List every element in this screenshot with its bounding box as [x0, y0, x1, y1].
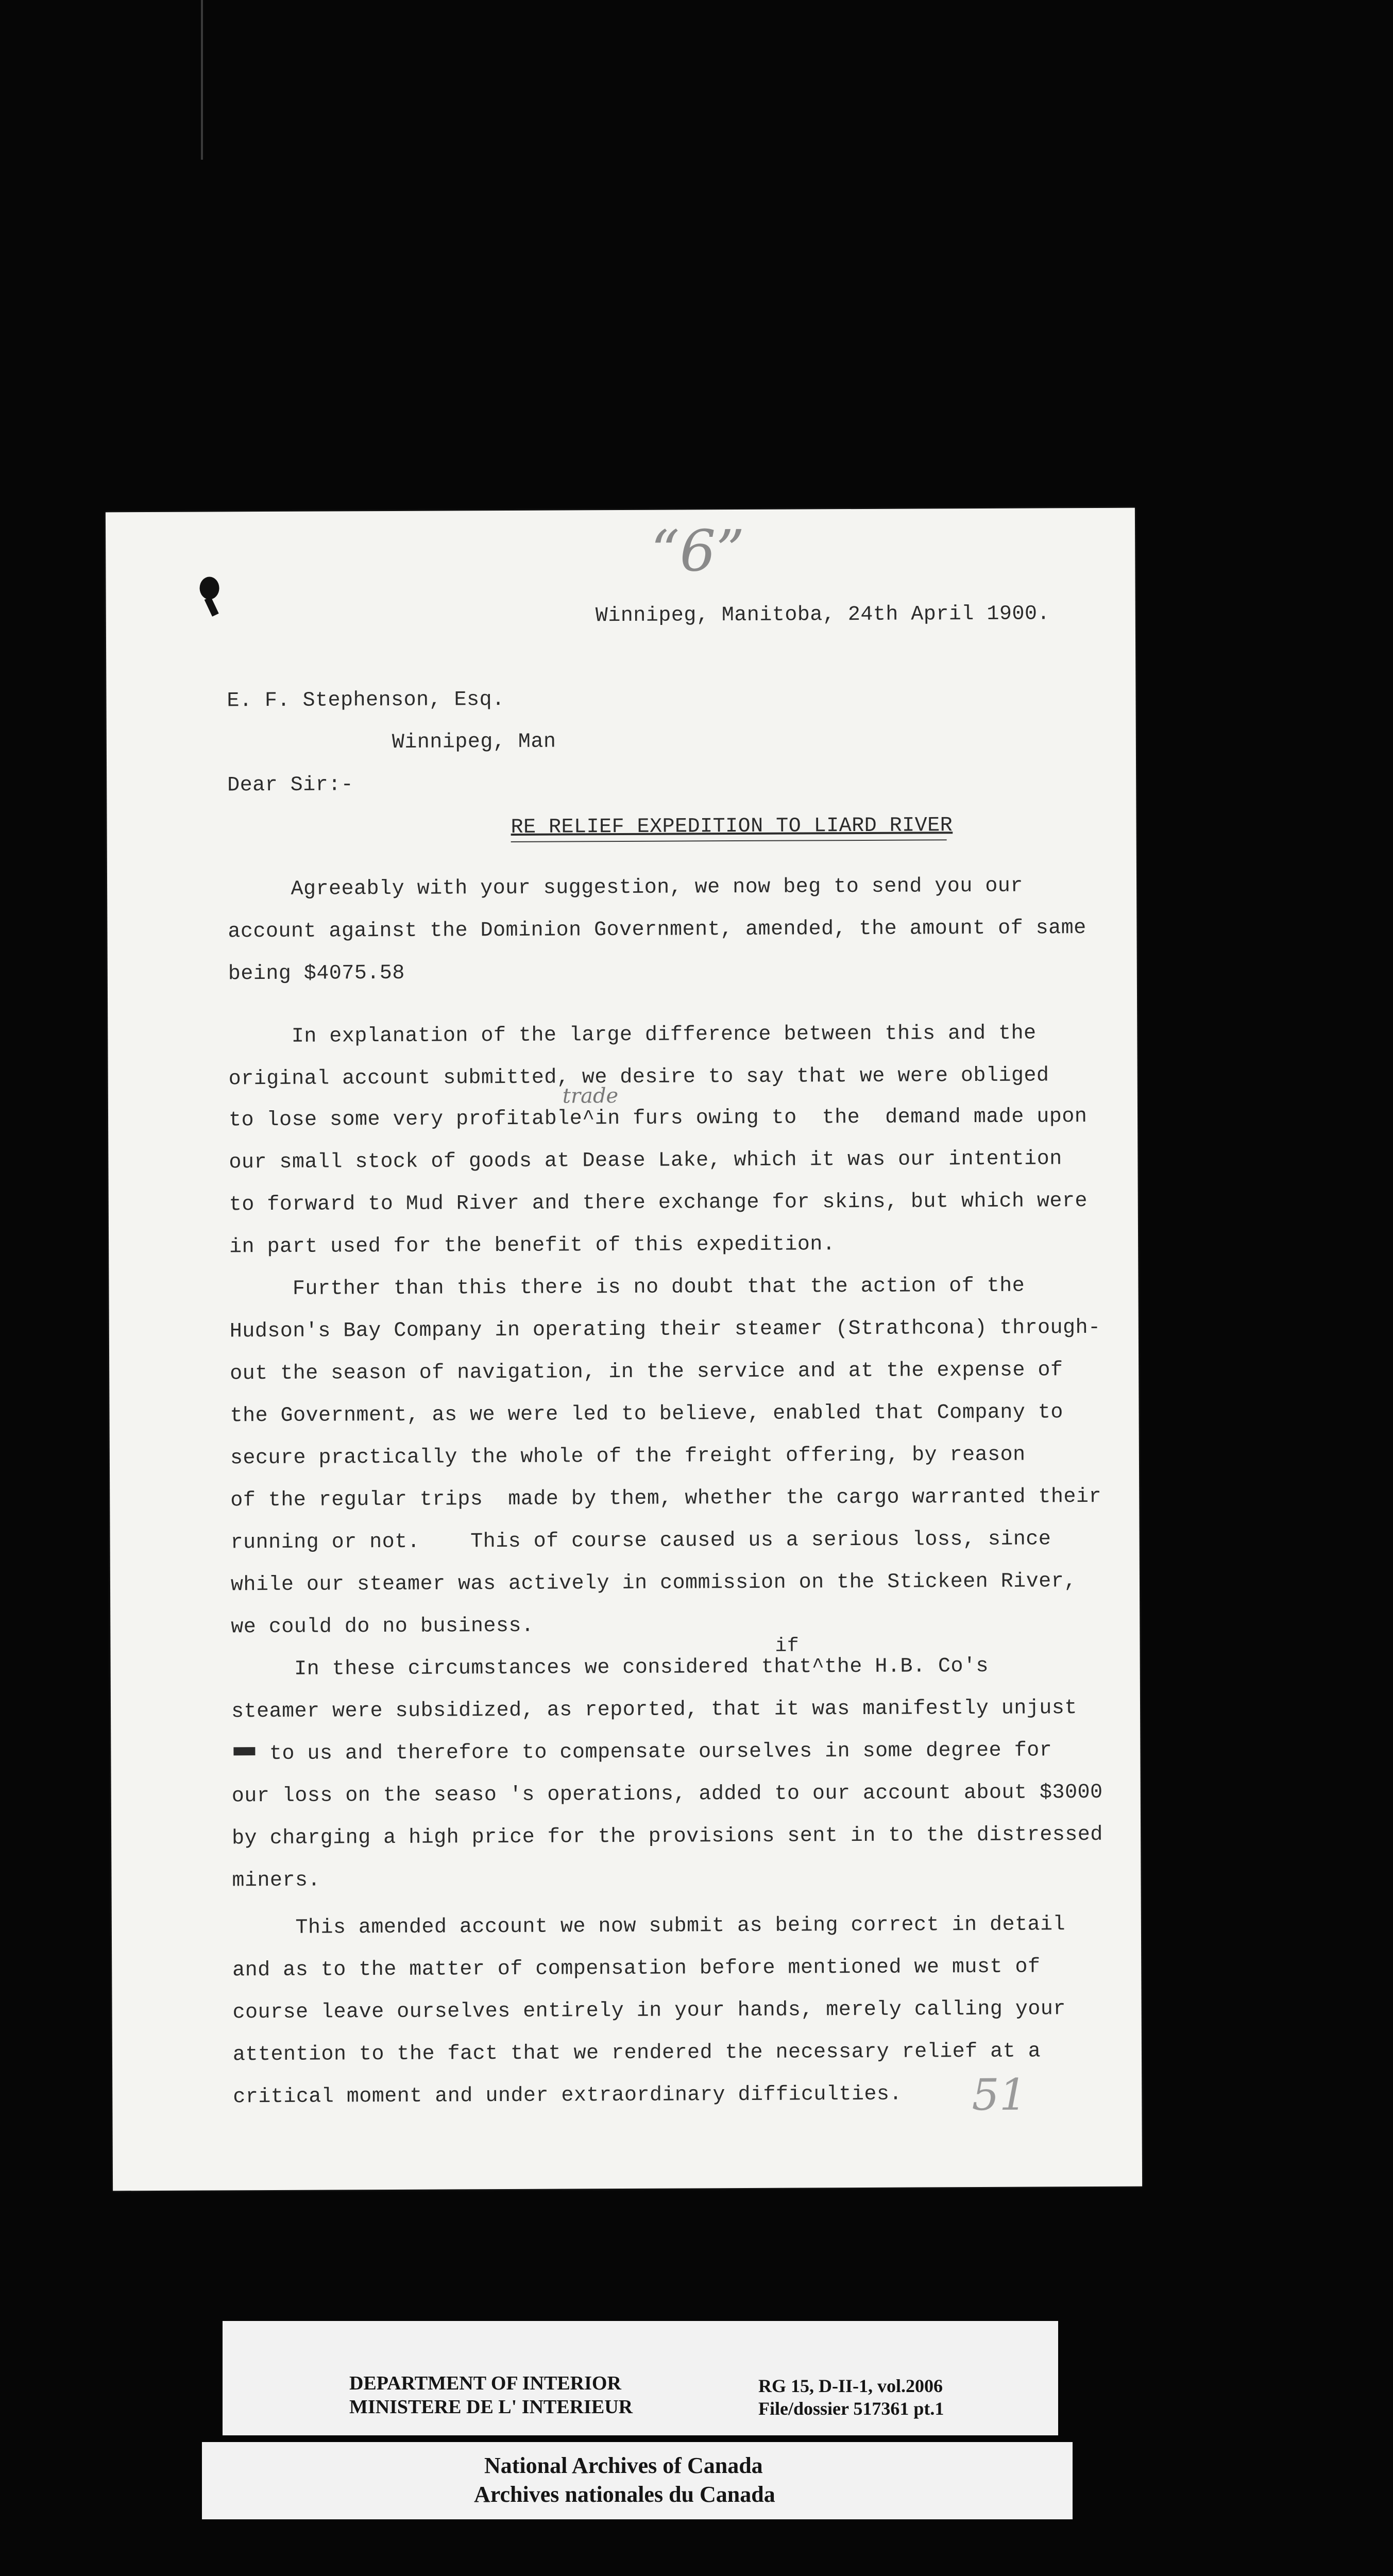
body-line: by charging a high price for the provisions sent in to the distressed	[232, 1823, 1103, 1851]
body-line: while our steamer was actively in commission on the Stickeen River,	[230, 1570, 1077, 1597]
body-line: out the season of navigation, in the service and at the expense of	[230, 1359, 1063, 1386]
body-line: our small stock of goods at Dease Lake, which it was our intention	[229, 1147, 1062, 1175]
body-line: account against the Dominion Government, amended, the amount of same	[228, 917, 1086, 944]
body-line: This amended account we now submit as being correct in detail	[232, 1913, 1066, 1940]
archive-reference: RG 15, D-II-1, vol.2006	[758, 2376, 943, 2396]
archives-french: Archives nationales du Canada	[474, 2482, 775, 2507]
body-line: Agreeably with your suggestion, we now beg to send you our	[228, 874, 1023, 902]
archive-reference-label	[223, 2321, 1058, 2435]
body-line: we could do no business.	[231, 1614, 534, 1639]
body-line: running or not. This of course caused us a serious loss, since	[230, 1528, 1051, 1555]
insertion-trade: trade	[562, 1084, 619, 1108]
film-edge-line	[201, 0, 203, 160]
body-line: secure practically the whole of the freight offering, by reason	[230, 1443, 1026, 1470]
dept-english: DEPARTMENT OF INTERIOR	[349, 2372, 621, 2394]
body-line: attention to the fact that we rendered the necessary relief at a	[232, 2040, 1041, 2067]
body-line: in part used for the benefit of this expedition.	[229, 1233, 836, 1259]
folio-number: 51	[972, 2069, 1027, 2121]
body-line: In these circumstances we considered that^the H.B. Co's	[231, 1654, 989, 1682]
addressee-name: E. F. Stephenson, Esq.	[227, 688, 505, 713]
pin-mark	[199, 577, 219, 599]
body-line: to forward to Mud River and there exchange for skins, but which were	[229, 1190, 1088, 1217]
dept-french: MINISTERE DE L' INTERIEUR	[349, 2396, 633, 2418]
body-line: steamer were subsidized, as reported, that it was manifestly unjust	[231, 1697, 1077, 1724]
body-line: course leave ourselves entirely in your hands, merely calling your	[232, 1997, 1066, 2025]
body-line: our loss on the seaso 's operations, added to our account about $3000	[231, 1781, 1103, 1808]
pin-tail	[205, 597, 219, 617]
body-line: the Government, as we were led to believe, enabled that Company to	[230, 1401, 1063, 1428]
archives-name-label	[202, 2442, 1073, 2519]
salutation: Dear Sir:-	[227, 773, 354, 798]
page-marker: “6”	[650, 517, 745, 584]
body-line: and as to the matter of compensation before mentioned we must of	[232, 1955, 1041, 1982]
body-line: being $4075.58	[228, 961, 405, 986]
archives-english: National Archives of Canada	[484, 2453, 763, 2478]
addressee-city: Winnipeg, Man	[392, 730, 556, 754]
subject-line: RE RELIEF EXPEDITION TO LIARD RIVER	[511, 814, 953, 839]
letter-page	[106, 508, 1142, 2191]
subject-underline	[511, 839, 947, 842]
body-line: critical moment and under extraordinary difficulties.	[233, 2082, 903, 2109]
dateline: Winnipeg, Manitoba, 24th April 1900.	[595, 602, 1050, 628]
body-line: of the regular trips made by them, whether the cargo warranted their	[230, 1485, 1102, 1513]
insertion-if: if	[775, 1635, 800, 1657]
body-line: to us and therefore to compensate ourselves in some degree for	[231, 1739, 1052, 1766]
body-line: to lose some very profitable^in furs owing to the demand made upon	[228, 1105, 1088, 1132]
body-line: Further than this there is no doubt that the action of the	[229, 1274, 1025, 1301]
body-line: Hudson's Bay Company in operating their steamer (Strathcona) through-	[229, 1316, 1101, 1344]
body-line: original account submitted, we desire to say that we were obliged	[228, 1064, 1049, 1091]
body-line: In explanation of the large difference between this and the	[228, 1022, 1037, 1049]
archive-file: File/dossier 517361 pt.1	[758, 2398, 944, 2419]
body-line: miners.	[232, 1869, 321, 1893]
